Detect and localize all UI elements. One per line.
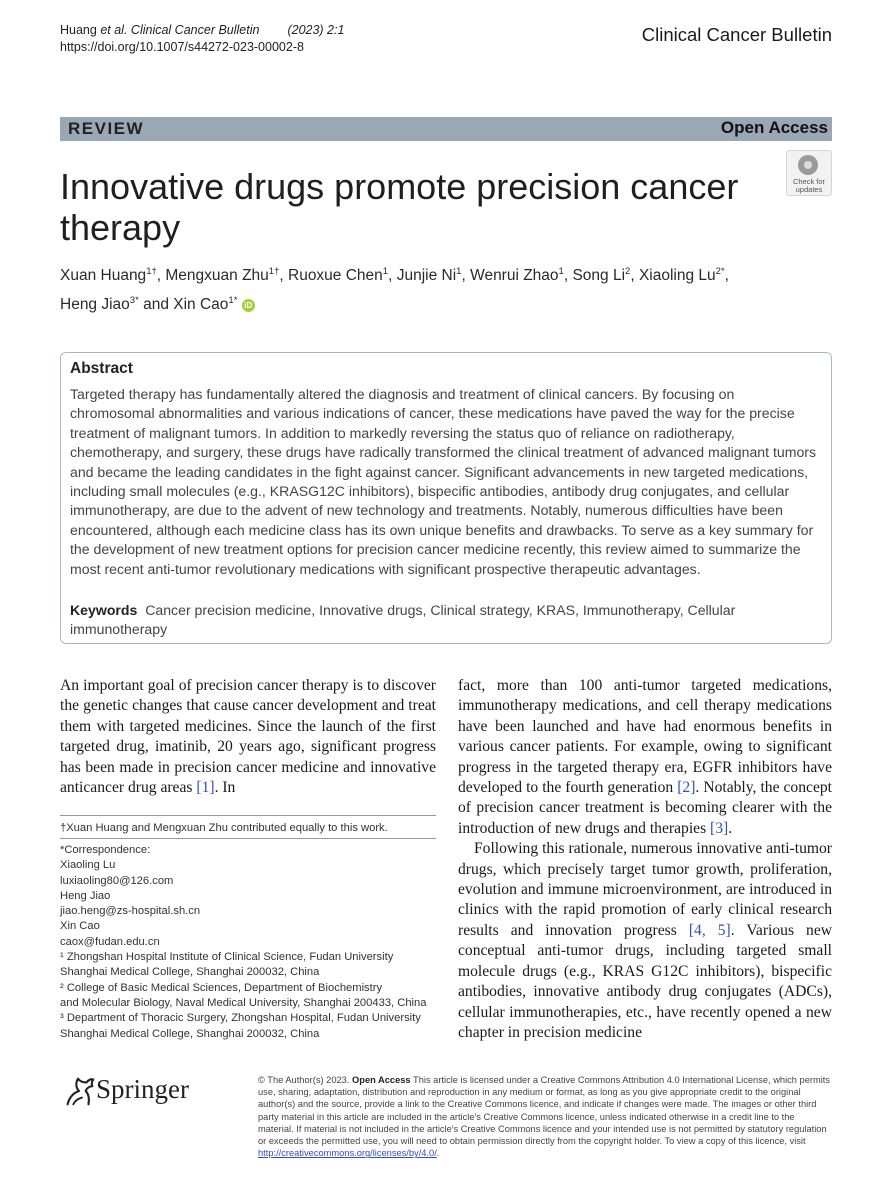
keywords [70,601,822,640]
keywords-label: Keywords [70,602,138,618]
affiliation: ² College of Basic Medical Sciences, Department of Biochemistry [60,981,383,994]
article-type-label: REVIEW [68,119,145,138]
author[interactable]: Ruoxue Chen$^1$ [288,266,389,285]
doi-link[interactable]: https://doi.org/10.1007/s44272-023-00002-8 [60,40,304,54]
affiliation: and Molecular Biology, Naval Medical University, Shanghai 200433, China [60,996,427,1009]
running-header [60,22,344,56]
update-ring-icon [798,155,818,175]
body-column-right [458,676,832,1043]
article-title: Innovative drugs promote precision cancer therapy [60,166,739,248]
citation-journal: Huang et al. Clinical Cancer Bulletin [60,23,260,37]
footnote-divider [60,815,436,816]
author[interactable]: Junjie Ni$^1$ [396,266,462,285]
keywords-list: Cancer precision medicine, Innovative drugs, Clinical strategy, KRAS, Immunotherapy, Cellular immunotherapy [70,602,736,638]
journal-name: Clinical Cancer Bulletin [641,24,832,45]
license-text: © The Author(s) 2023. Open Access This article is licensed under a Creative Commons Attribution 4.0 International License, which permits use, sharing, adaptation, distribution and reproduction in any medium or format, as long as you give appropriate credit to the original author(s) and the source, provide a link to the Creative Commons licence, and indicate if changes were made. The images or other third party material in this article are included in the article's Creative Commons licence, unless indicated otherwise in a credit line to the material. If material is not included in the article's Creative Commons licence and your intended use is not permitted by statutory regulation or exceeds the permitted use, you will need to obtain permission directly from the copyright holder. To view a copy of this licence, visit http://creativecommons.org/licenses/by/4.0/. [258,1075,831,1159]
check-for-updates-icon[interactable]: Check for updates [786,150,832,196]
orcid-icon[interactable]: iD [242,299,255,312]
citation-year-volume: (2023) 2:1 [287,23,345,37]
author[interactable]: Mengxuan Zhu$^{1\dagger}$ [165,266,280,285]
author[interactable]: Xuan Huang$^{1\dagger}$ [60,266,157,285]
citation-ref-link[interactable]: [4, 5] [688,921,731,939]
email-link[interactable]: luxiaoling80@126.com [60,874,174,887]
affiliation: ¹ Zhongshan Hospital Institute of Clinical Science, Fudan University [60,951,394,964]
affiliation: Shanghai Medical College, Shanghai 200032, China [60,1027,320,1040]
license-url-link[interactable]: http://creativecommons.org/licenses/by/4.0/ [258,1148,437,1159]
affiliation: ³ Department of Thoracic Surgery, Zhongshan Hospital, Fudan University [60,1012,421,1025]
author-list: Xuan Huang$^{1\dagger}$, Mengxuan Zhu$^{1\dagger}$, Ruoxue Chen$^1$, Junjie Ni$^1$, Wenrui Zhao$^1$, Song Li$^2$, Xiaoling $Lu^{2*}$, Heng Jiao$^{3*}$ and Xin Cao$^{1*}$ iD [60,266,729,314]
publisher-name: Springer [96,1074,189,1104]
author[interactable]: Xin Cao$^{1*}$ [173,295,238,314]
open-access-label: Open Access [720,118,828,137]
email-link[interactable]: caox@fudan.edu.cn [60,935,160,948]
correspondence-footnote: *Correspondence: Xiaoling Lu luxiaoling80@126.com Heng Jiao jiao.heng@zs-hospital.sh.cn Xin Cao caox@fudan.edu.cn ¹ Zhongshan Hospital Institute of Clinical Science, Fudan University Shanghai Medical College, Shanghai 200032, China ² College of Basic Medical Sciences, Department of Biochemistry and Molecular Biology, Naval Medical University, Shanghai 200433, China ³ Department of Thoracic Surgery, Zhongshan Hospital, Fudan University Shanghai Medical College, Shanghai 200032, China [60,843,440,1042]
springer-horse-logo [60,1072,98,1110]
abstract-text: Targeted therapy has fundamentally altered the diagnosis and treatment of clinical cancers. By focusing on chromosomal abnormalities and various indications of cancer, these medications have paved the way for the precise treatment of malignant tumors. In addition to markedly reversing the status quo of reliance on radiotherapy, chemotherapy, and surgery, these drugs have radically transformed the clinical treatment of advanced malignant tumors and became the leading candidates in the fight against cancer. Significant advancements in new targeted medications, including small molecules (e.g., KRASG12C inhibitors), bispecific antibodies, antibody drug conjugates, and cellular immunotherapy, are due to the advent of new technology and treatments. Notably, numerous difficulties have been encountered, although each medicine class has its own unique benefits and drawbacks. To serve as a key summary for the development of new treatment options for precision cancer medicine recently, this review aimed to summarize the most recent anti-tumor revolutionary medications with significant prospective therapeutic advantages. [70,386,817,577]
contribution-footnote: †Xuan Huang and Mengxuan Zhu contributed equally to this work. [60,822,388,834]
author[interactable]: Xiaoling $Lu^{2*}$ [638,266,725,285]
footnote-divider [60,838,436,839]
body-column-left: An important goal of precision cancer therapy is to discover the genetic changes that cause cancer development and treat them with targeted medicines. Since the launch of the first targeted drug, imatinib, 20 years ago, significant progress has been made in precision cancer medicine and innovative anticancer drug areas [1]. In [60,677,436,797]
email-link[interactable]: jiao.heng@zs-hospital.sh.cn [60,905,201,918]
paragraph: Following this rationale, numerous innovative anti-tumor drugs, which precisely target tumor growth, proliferation, evolution and immune microenvironment, are introduced in clinics with the rapid promotion of early clinical research results and innovation progress [4, 5]. Various new conceptual anti-tumor drugs, including targeted small molecule drugs (e.g., KRAS G12C inhibitors), bispecific antibodies, innovative antibody drug conjugates (ADCs), cellular immunotherapies, etc., have recently opened a new chapter in precision medicine [458,840,833,1041]
author[interactable]: Wenrui Zhao$^1$ [470,266,564,285]
affiliation: Shanghai Medical College, Shanghai 200032, China [60,966,320,979]
abstract-heading: Abstract [70,360,133,377]
citation-ref-link[interactable]: [3] [710,819,729,837]
paragraph: fact, more than 100 anti-tumor targeted medications, immunotherapy medications, and cell therapy medications have been launched and have had enormous benefits in various cancer patients. For example, owing to significant progress in the targeted therapy era, EGFR inhibitors have developed to the fourth generation [2]. Notably, the concept of precision cancer treatment is becoming clearer with the introduction of new drugs and therapies [3]. [458,677,832,837]
author[interactable]: Heng Jiao$^{3*}$ [60,295,139,314]
citation-ref-link[interactable]: [1] [196,779,215,797]
author[interactable]: Song Li$^2$ [572,266,631,285]
citation-ref-link[interactable]: [2] [677,779,696,797]
